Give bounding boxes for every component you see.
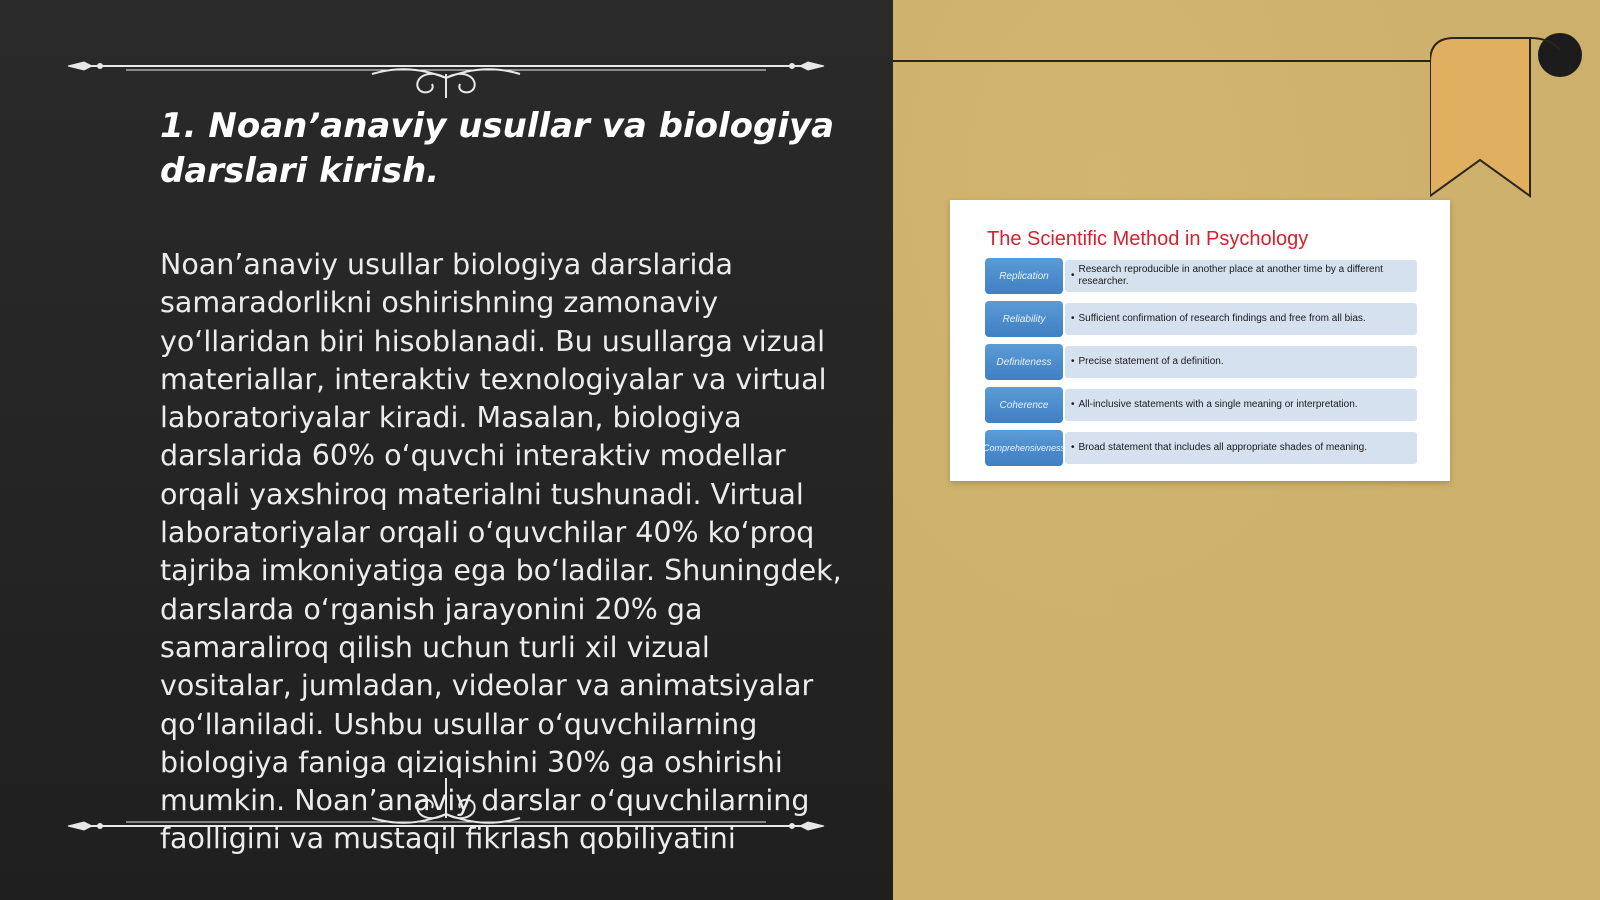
- divider-line: [893, 60, 1453, 62]
- figure-row-label: Reliability: [985, 301, 1063, 337]
- figure-row: [985, 258, 1417, 294]
- figure-row: [985, 344, 1417, 380]
- scientific-method-figure: [950, 200, 1450, 481]
- figure-row-text: • Precise statement of a definition.: [1065, 346, 1417, 378]
- bookmark-ribbon-icon: [1430, 0, 1600, 200]
- figure-row-label: Coherence: [985, 387, 1063, 423]
- figure-row-label: Replication: [985, 258, 1063, 294]
- figure-row-description: All-inclusive statements with a single meaning or interpretation.: [1078, 399, 1358, 410]
- slide-title: 1. Noan’anaviy usullar va biologiya darslari kirish.: [160, 106, 835, 191]
- figure-row-text: • Broad statement that includes all appropriate shades of meaning.: [1065, 432, 1417, 464]
- figure-row-label: Comprehensiveness: [985, 430, 1063, 466]
- figure-row-text: • Sufficient confirmation of research findings and free from all bias.: [1065, 303, 1417, 335]
- figure-row: [985, 301, 1417, 337]
- figure-row-label: Definiteness: [985, 344, 1063, 380]
- ornament-divider-top: [66, 38, 826, 98]
- figure-row: [982, 430, 1417, 466]
- figure-row-description: Sufficient confirmation of research findings and free from all bias.: [1078, 313, 1366, 324]
- slide-body-text: Noan’anaviy usullar biologiya darslarida samaradorlikni oshirishning zamonaviy yo‘llaridan biri hisoblanadi. Bu usullarga vizual materiallar, interaktiv texnologiyalar va virtual laboratoriyalar kiradi. Masalan, biologiya darslarida 60% o‘quvchi interaktiv modellar orqali yaxshiroq materialni tushunadi. Virtual laboratoriyalar orqali o‘quvchilar 40% ko‘proq tajriba imkoniyatiga ega bo‘ladilar. Shuningdek, darslarda o‘rganish jarayonini 20% ga samaraliroq qilish uchun turli xil vizual vositalar, jumladan, videolar va animatsiyalar qo‘llaniladi. Ushbu usullar o‘quvchilarning biologiya faniga qiziqishini 30% ga oshirishi mumkin. Noan’anaviy darslar o‘quvchilarning faolligini va mustaqil fikrlash qobiliyatini: [160, 248, 842, 856]
- figure-title: The Scientific Method in Psychology: [987, 228, 1309, 250]
- figure-row-description: Precise statement of a definition.: [1078, 356, 1224, 367]
- figure-row-description: Research reproducible in another place at another time by a different researcher.: [1078, 264, 1383, 287]
- figure-row-text: • All-inclusive statements with a single meaning or interpretation.: [1065, 389, 1417, 421]
- figure-row: [985, 387, 1417, 423]
- figure-row-description: Broad statement that includes all appropriate shades of meaning.: [1078, 442, 1368, 453]
- figure-row-text: • Research reproducible in another place at another time by a different researcher.: [1065, 260, 1417, 292]
